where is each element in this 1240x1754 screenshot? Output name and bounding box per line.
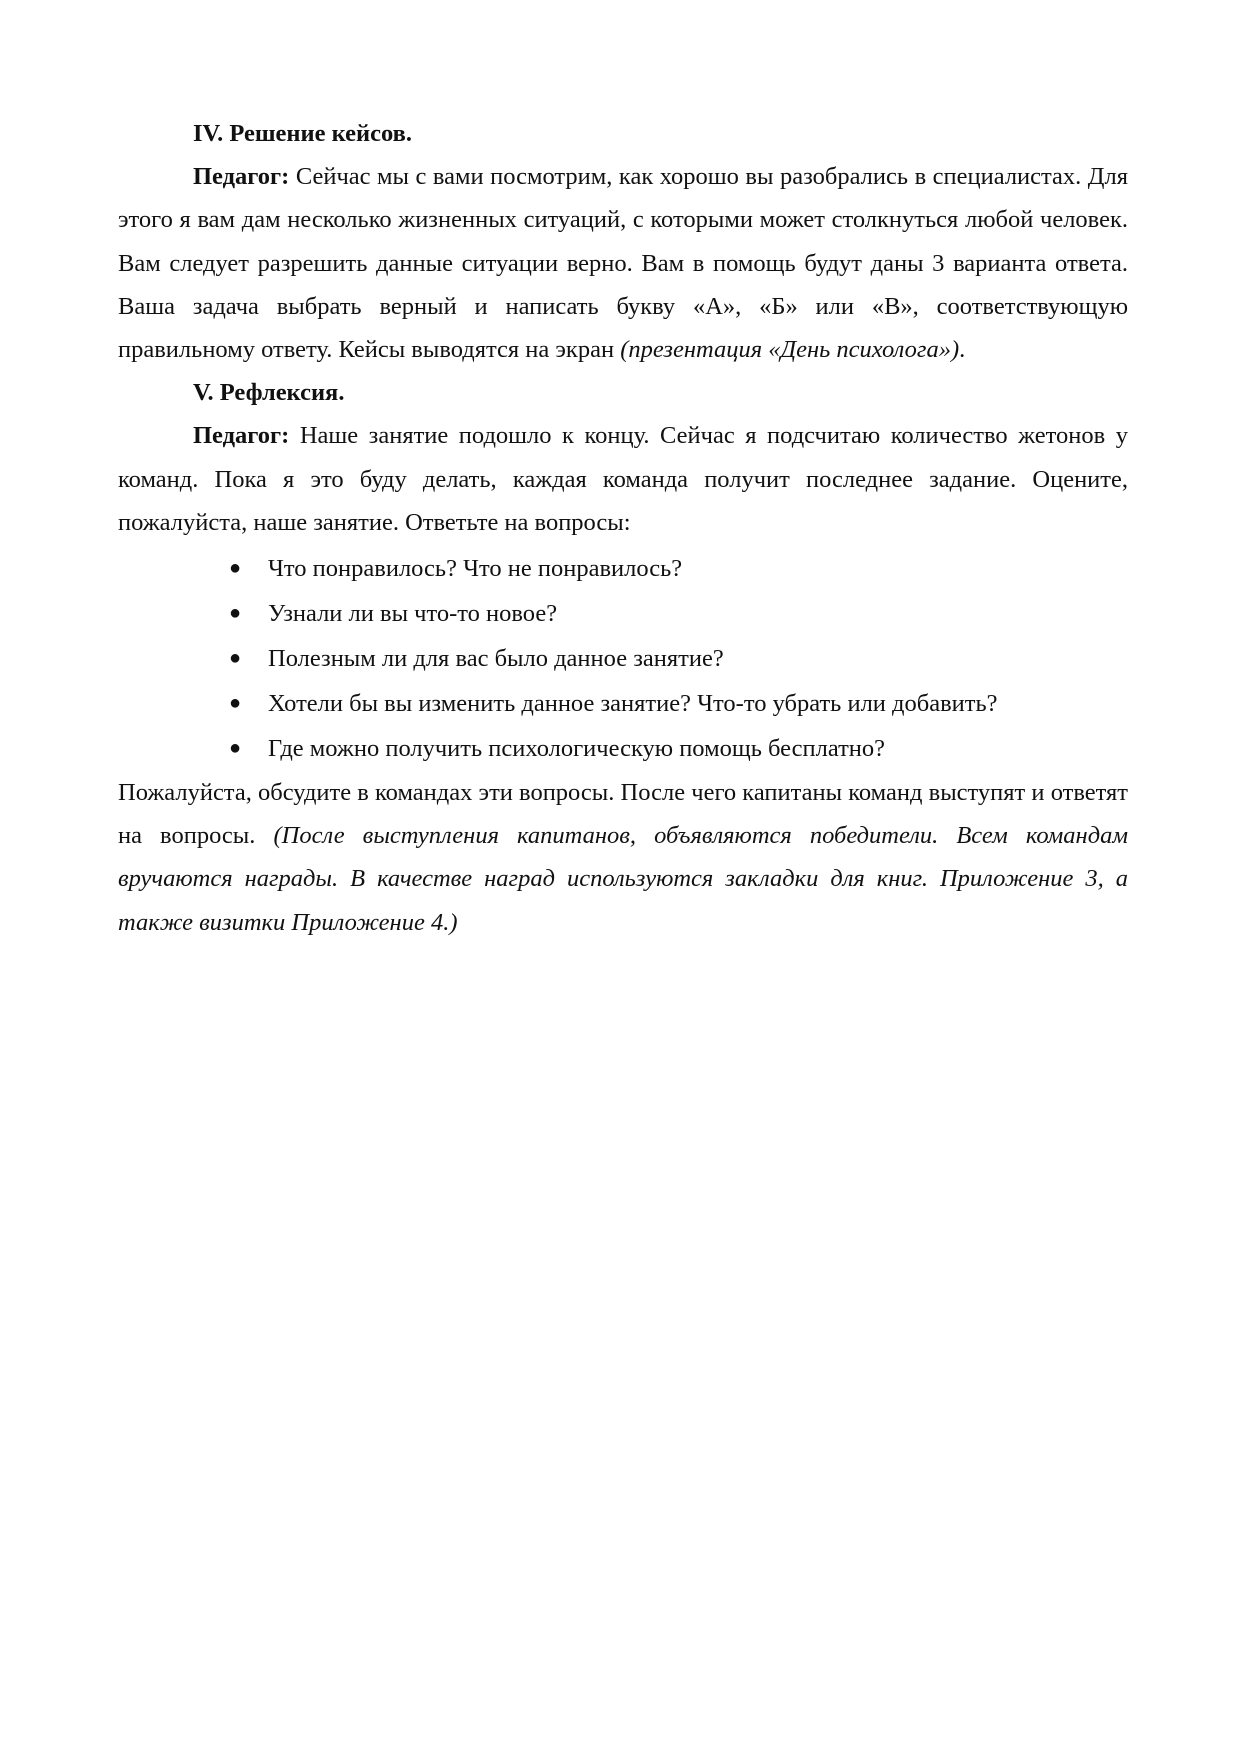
document-page	[118, 112, 1128, 944]
cases-end: .	[959, 336, 966, 364]
section-heading-reflection: V. Рефлексия.	[193, 379, 345, 407]
bullet-icon: ●	[229, 602, 242, 625]
speaker-label: Педагог:	[193, 163, 290, 191]
bullet-icon: ●	[229, 737, 242, 760]
bullet-icon: ●	[229, 557, 242, 580]
question-text: Узнали ли вы что-то новое?	[268, 600, 558, 628]
closing-paragraph	[118, 771, 1128, 944]
cases-paragraph	[118, 155, 1128, 371]
questions-list	[118, 546, 1128, 771]
bullet-icon: ●	[229, 692, 242, 715]
closing-text: Пожалуйста, обсудите в командах эти вопросы. После чего капитаны команд выступят и ответят на вопросы.	[118, 779, 1128, 850]
presentation-note: (презентация «День психолога»)	[620, 336, 960, 364]
list-item	[118, 636, 1128, 681]
question-text: Где можно получить психологическую помощь бесплатно?	[268, 735, 886, 763]
list-item	[118, 591, 1128, 636]
question-text: Полезным ли для вас было данное занятие?	[268, 645, 724, 673]
question-text: Хотели бы вы изменить данное занятие? Что-то убрать или добавить?	[268, 690, 998, 718]
question-text: Что понравилось? Что не понравилось?	[268, 555, 683, 583]
reflection-paragraph	[118, 414, 1128, 544]
list-item	[118, 681, 1128, 726]
list-item	[118, 726, 1128, 771]
list-item	[118, 546, 1128, 591]
reflection-text: Наше занятие подошло к концу. Сейчас я подсчитаю количество жетонов у команд. Пока я это буду делать, каждая команда получит последнее задание. Оцените, пожалуйста, наше занятие. Ответьте на вопросы:	[118, 422, 1128, 536]
bullet-icon: ●	[229, 647, 242, 670]
cases-text: Сейчас мы с вами посмотрим, как хорошо вы разобрались в специалистах. Для этого я вам дам несколько жизненных ситуаций, с которыми может столкнуться любой человек. Вам следует разрешить данные ситуации верно. Вам в помощь будут даны 3 варианта ответа. Ваша задача выбрать верный и написать букву «А», «Б» или «В», соответствующую правильному ответу. Кейсы выводятся на экран	[118, 163, 1128, 364]
speaker-label: Педагог:	[193, 422, 290, 450]
closing-note: (После выступления капитанов, объявляются победители. Всем командам вручаются награды. В качестве наград используются закладки для книг. Приложение 3, а также визитки Приложение 4.)	[118, 822, 1128, 936]
section-heading-cases: IV. Решение кейсов.	[193, 120, 412, 147]
